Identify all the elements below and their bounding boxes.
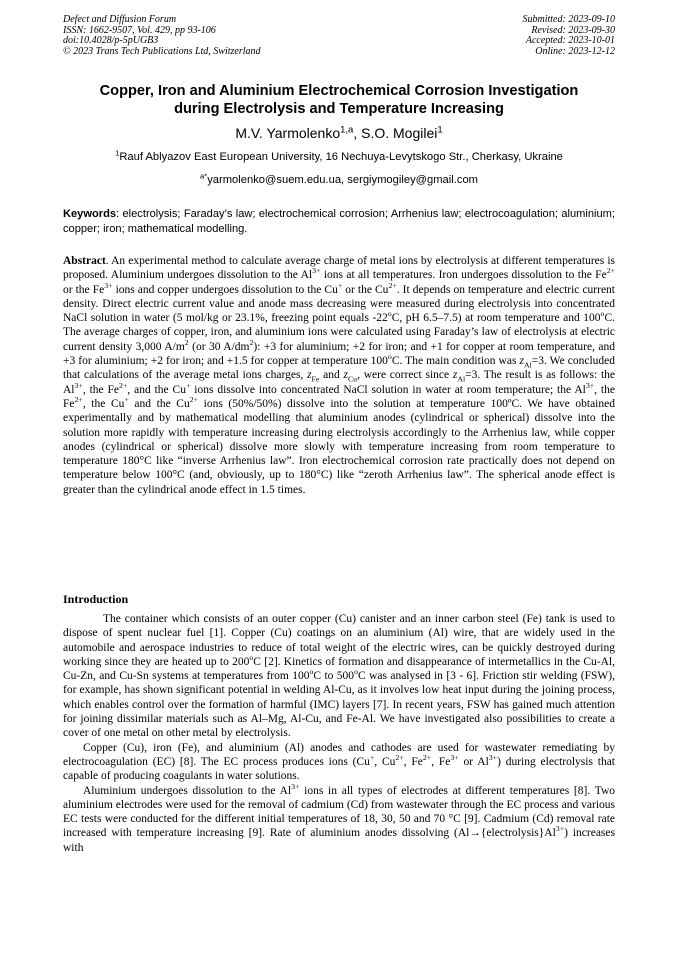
paragraph-text: Copper (Cu), iron (Fe), and aluminium (Al) anodes and cathodes are used for wastewater remediating by electrocoagulation (EC) [8]. The EC process produces ions (Cu bbox=[63, 741, 615, 768]
title-line-2: during Electrolysis and Temperature Increasing bbox=[174, 101, 504, 117]
date-online: Online: 2023-12-12 bbox=[535, 45, 615, 57]
abstract-text: , the Fe bbox=[82, 383, 120, 396]
ion-charge: + bbox=[185, 380, 191, 390]
ion-charge: 2+ bbox=[606, 266, 615, 276]
ion-charge: + bbox=[369, 753, 375, 763]
intro-paragraph-3 bbox=[63, 781, 615, 855]
journal-issn: ISSN: 1662-9507, Vol. 429, pp 93-106 bbox=[63, 24, 216, 36]
ion-charge: 3+ bbox=[104, 280, 113, 290]
affiliation bbox=[63, 150, 615, 164]
paragraph-text: ) during electrolysis that capable of producing coagulants in water solutions. bbox=[63, 755, 615, 783]
journal-name: Defect and Diffusion Forum bbox=[63, 14, 177, 25]
ion-charge: 2+ bbox=[119, 380, 128, 390]
section-heading-introduction: Introduction bbox=[63, 592, 129, 606]
intro-paragraph-1 bbox=[63, 612, 615, 741]
paragraph-text: , Fe bbox=[403, 755, 423, 768]
abstract-text: , the Cu bbox=[82, 397, 125, 410]
ion-charge: 2+ bbox=[422, 753, 432, 763]
date-submitted: Submitted: 2023-09-10 bbox=[522, 14, 615, 25]
paragraph-text: , Cu bbox=[374, 755, 396, 768]
charge-variable: z bbox=[452, 369, 458, 382]
abstract-text: . It depends on temperature and electric current density. Direct electric current value and anode mass decreasing were measured during electrolysis into concentrated NaCl solution in water (5 mol/kg or 23.1%, freezing point equals -22 bbox=[63, 283, 616, 325]
degree-mark: o bbox=[309, 667, 314, 677]
paragraph-text: ) increases with bbox=[63, 827, 615, 854]
abstract-text: C. The main condition was bbox=[391, 355, 520, 368]
charge-variable: z bbox=[307, 369, 312, 382]
ion-charge: + bbox=[124, 395, 129, 405]
paragraph-text: , Fe bbox=[431, 755, 451, 768]
degree-mark: o bbox=[600, 309, 605, 319]
author-name: M.V. Yarmolenko bbox=[235, 125, 341, 141]
ion-charge: 3+ bbox=[555, 824, 565, 834]
ion-charge: 3+ bbox=[450, 753, 459, 763]
keywords-label: Keywords bbox=[63, 208, 117, 220]
degree-mark: o bbox=[387, 352, 392, 362]
ion-charge: 3+ bbox=[312, 266, 321, 276]
abstract-text: or the Fe bbox=[63, 283, 105, 296]
paragraph-text: C to 500 bbox=[313, 670, 355, 683]
date-accepted: Accepted: 2023-10-01 bbox=[525, 35, 615, 47]
abstract-text: or the Cu bbox=[342, 283, 389, 296]
abstract-text: C, pH 6.5–7.5) at room temperature and 100 bbox=[391, 312, 601, 325]
ion-charge: 2+ bbox=[395, 753, 404, 763]
paragraph-text: C [2]. Kinetics of formation and disappearance of intermetallics in the Cu-Al, Cu-Zn, and Cu-Sn systems at temperatures from 100 bbox=[63, 655, 615, 683]
variable-subscript: Cu bbox=[347, 374, 358, 384]
paragraph-text: The container which consists of an outer copper (Cu) canister and an inner carbon steel (Fe) tank is used to dispose of spent nuclear fuel [1]. Copper (Cu) coatings on an aluminium (Al) wire, that are widely used in the automobile and aerospace industries to reduce of total weight of the electric wires, can be quickly destroyed during working since they are heated up to 200 bbox=[63, 613, 615, 668]
paragraph-text: ions in all types of electrodes at different temperatures [8]. Two aluminium electrodes were used for the removal of cadmium (Cd) from wastewater through the EC process and various EC tests were conducted for the different initial temperatures of 18, 30, 50 and 70 °C [9]. Cadmium (Cd) removal rate increased with temperature increasing [9]. Rate of aluminium anodes dissolving (Al→{electrolysis}Al bbox=[63, 784, 615, 840]
abstract-text: ): +3 for aluminium; +2 for iron; and +1 for copper at room temperature, and +3 for aluminium; +2 for iron; and +1.5 for copper at temperature 100 bbox=[63, 340, 616, 368]
author-separator: , bbox=[353, 125, 362, 141]
keywords-text: : electrolysis; Faraday’s law; electrochemical corrosion; Arrhenius law; electrocoagulation; aluminium; copper; iron; mathematical modelling. bbox=[63, 208, 615, 235]
publication-dates bbox=[523, 15, 616, 57]
title-line-1: Copper, Iron and Aluminium Electrochemical Corrosion Investigation bbox=[99, 83, 579, 99]
abstract-text: . An experimental method to calculate average charge of metal ions by electrolysis at different temperatures is proposed. Aluminium undergoes dissolution to the Al bbox=[63, 255, 615, 282]
paragraph-text: Aluminium undergoes dissolution to the Al bbox=[83, 784, 292, 797]
abstract-text: ions at all temperatures. Iron undergoes dissolution to the Fe bbox=[320, 269, 607, 282]
author-superscript: 1,a bbox=[340, 124, 354, 136]
ion-charge: 3+ bbox=[291, 781, 300, 791]
introduction-body bbox=[63, 612, 615, 855]
abstract-text: , were correct since bbox=[357, 369, 453, 382]
affiliation-text: Rauf Ablyazov East European University, 16 Nechuya-Levytskogo Str., Cherkasy, Ukraine bbox=[119, 151, 563, 163]
abstract-text: (or 30 A/dm bbox=[188, 340, 250, 353]
intro-paragraph-2 bbox=[63, 741, 615, 784]
keywords bbox=[63, 207, 615, 237]
variable-subscript: Al bbox=[457, 374, 466, 384]
variable-subscript: Al bbox=[523, 360, 532, 370]
degree-mark: o bbox=[387, 309, 392, 319]
abstract-text: ions and copper undergoes dissolution to the Cu bbox=[112, 283, 338, 296]
author-superscript: 1 bbox=[437, 124, 443, 136]
unit-exponent: 2 bbox=[184, 337, 189, 347]
ion-charge: 2+ bbox=[189, 395, 199, 405]
paragraph-text: C was analysed in [3 - 6]. Friction stir welding (FSW), for example, has shown significant potential in welding Al-Cu, as it involves low heat input during the joining process, which enables control over the formation of harmful (IMC) layers [7]. In recent years, FSW has gained much attention for joining dissimilar materials such as Al–Mg, Al-Cu, and Fe-Al. We have investigated also possibilities to create a cover of one metal on other metal by electrolysis. bbox=[63, 670, 615, 740]
paragraph-text: or Al bbox=[458, 755, 489, 768]
ion-charge: 3+ bbox=[585, 380, 595, 390]
paper-title bbox=[63, 82, 615, 118]
ion-charge: 3+ bbox=[74, 380, 83, 390]
date-revised: Revised: 2023-09-30 bbox=[531, 24, 615, 36]
charge-variable: z bbox=[343, 369, 348, 382]
abstract-text: , the Fe bbox=[63, 383, 615, 410]
charge-variable: z bbox=[519, 355, 524, 368]
ion-charge: 2+ bbox=[388, 280, 397, 290]
abstract-label: Abstract bbox=[63, 255, 106, 267]
abstract-text: ions (50%/50%) dissolve into the solution at temperature 100ºC. We have obtained experimentally and by mathematical modelling that aluminium anodes (cylindrical or spherical) dissolve into the solution more rapidly with temperature increasing during electrolysis accordingly to the Arrhenius law, while copper anodes (cylindrical or spherical) dissolve more slowly with temperature increasing from room temperature to temperature 180°C like “inverse Arrhenius law”. Iron electrochemical corrosion rate practically does not depend on temperature below 100°C (and, obviously, up to 180°C) like “zeroth Arrhenius law”. The spherical anode effect is greater than the cylindrical anode effect in 1.5 times. bbox=[63, 397, 615, 496]
abstract-text: C. The average charges of copper, iron, and aluminium ions were calculated using Faraday’s law of electrolysis at electric current density 3,000 A/m bbox=[63, 312, 615, 353]
abstract-text: =3. The result is as follows: the Al bbox=[63, 369, 615, 396]
author-emails bbox=[63, 173, 615, 187]
author-list bbox=[63, 124, 615, 142]
email-text: yarmolenko@suem.edu.ua, sergiymogiley@gmail.com bbox=[207, 174, 478, 186]
email-superscript: a* bbox=[199, 171, 208, 181]
ion-charge: + bbox=[337, 280, 343, 290]
journal-doi: doi:10.4028/p-5pUGB3 bbox=[63, 35, 159, 47]
author-name: S.O. Mogilei bbox=[361, 125, 438, 141]
ion-charge: 3+ bbox=[488, 753, 498, 763]
journal-copyright: © 2023 Trans Tech Publications Ltd, Switzerland bbox=[63, 45, 261, 57]
journal-info bbox=[63, 15, 261, 57]
abstract-text: , and the Cu bbox=[127, 383, 186, 396]
abstract bbox=[63, 254, 615, 497]
degree-mark: o bbox=[354, 667, 358, 677]
affiliation-superscript: 1 bbox=[115, 148, 120, 158]
abstract-text: and the Cu bbox=[128, 397, 190, 410]
abstract-text: ions dissolve into concentrated NaCl solution in water at room temperature; the Al bbox=[190, 383, 586, 396]
ion-charge: 2+ bbox=[74, 395, 83, 405]
abstract-text: and bbox=[319, 369, 344, 382]
abstract-text: =3. We concluded that calculations of the average metal ions charges, bbox=[63, 355, 615, 382]
unit-exponent: 2 bbox=[249, 337, 254, 347]
variable-subscript: Fe bbox=[311, 374, 320, 384]
degree-mark: o bbox=[249, 653, 254, 663]
